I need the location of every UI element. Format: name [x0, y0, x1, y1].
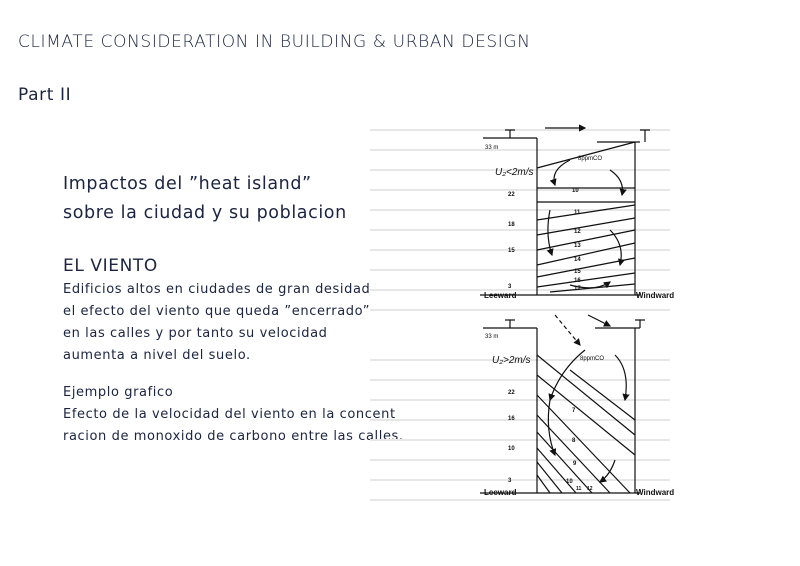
paragraph-line: el efecto del viento que queda ”encerrado”: [63, 304, 371, 319]
top-contour-label: 14: [574, 257, 581, 263]
bottom-left-tick: 22: [508, 390, 515, 396]
bottom-left-tick: 10: [508, 446, 515, 452]
example-line: racion de monoxido de carbono entre las calles.: [63, 429, 404, 444]
part-label: Part II: [18, 85, 72, 105]
top-left-tick: 18: [508, 222, 515, 228]
street-canyon-bottom: [480, 315, 645, 493]
top-windward-label: Windward: [636, 291, 675, 300]
slide-title: CLIMATE CONSIDERATION IN BUILDING & URBAN DESIGN: [18, 32, 531, 52]
bottom-wind-label: U₂>2m/s: [492, 355, 531, 366]
wind-co-diagram: [340, 70, 700, 520]
top-co-label: 8ppmCO: [578, 156, 603, 162]
heading-line-1: Impactos del ”heat island”: [63, 174, 312, 194]
bottom-height-label: 33 m: [485, 334, 499, 340]
bottom-windward-label: Windward: [636, 488, 675, 497]
top-wind-label: U₂<2m/s: [495, 167, 534, 178]
bottom-contour-label: 9: [573, 461, 577, 467]
bottom-left-tick: 16: [508, 416, 515, 422]
top-left-tick: 3: [508, 284, 512, 290]
bottom-co-label: 8ppmCO: [580, 356, 605, 362]
bottom-panel-labels: [484, 334, 674, 497]
bottom-contour-label: 10: [566, 479, 573, 485]
top-contour-label: 13: [574, 243, 581, 249]
top-contour-label: 15: [574, 269, 581, 275]
example-line: Ejemplo grafico: [63, 385, 174, 400]
top-contour-label: 11: [574, 210, 581, 216]
top-left-tick: 15: [508, 248, 515, 254]
example-line: Efecto de la velocidad del viento en la concent: [63, 407, 396, 422]
paragraph: [63, 279, 370, 367]
bottom-contour-label: 11: [576, 486, 582, 492]
top-leeward-label: Leeward: [484, 291, 517, 300]
top-panel-labels: [484, 145, 674, 300]
bottom-contour-label: 12: [587, 486, 593, 492]
faded-background-text: [370, 130, 670, 500]
top-height-label: 33 m: [485, 145, 499, 151]
top-left-tick: 22: [508, 192, 515, 198]
top-contour-label: 10: [572, 188, 579, 194]
section-title: EL VIENTO: [63, 256, 158, 276]
top-contour-label: 12: [574, 229, 581, 235]
top-contour-label: 16: [574, 278, 581, 284]
slide-heading: [63, 170, 347, 228]
heading-line-2: sobre la ciudad y su poblacion: [63, 203, 347, 223]
paragraph-line: aumenta a nivel del suelo.: [63, 348, 251, 363]
bottom-left-tick: 3: [508, 478, 512, 484]
bottom-contour-label: 7: [572, 408, 576, 414]
bottom-contour-label: 8: [572, 438, 576, 444]
paragraph-line: en las calles y por tanto su velocidad: [63, 326, 328, 341]
top-contour-label: 17: [574, 286, 581, 292]
paragraph-line: Edificios altos en ciudades de gran desidad: [63, 282, 371, 297]
bottom-leeward-label: Leeward: [484, 488, 517, 497]
